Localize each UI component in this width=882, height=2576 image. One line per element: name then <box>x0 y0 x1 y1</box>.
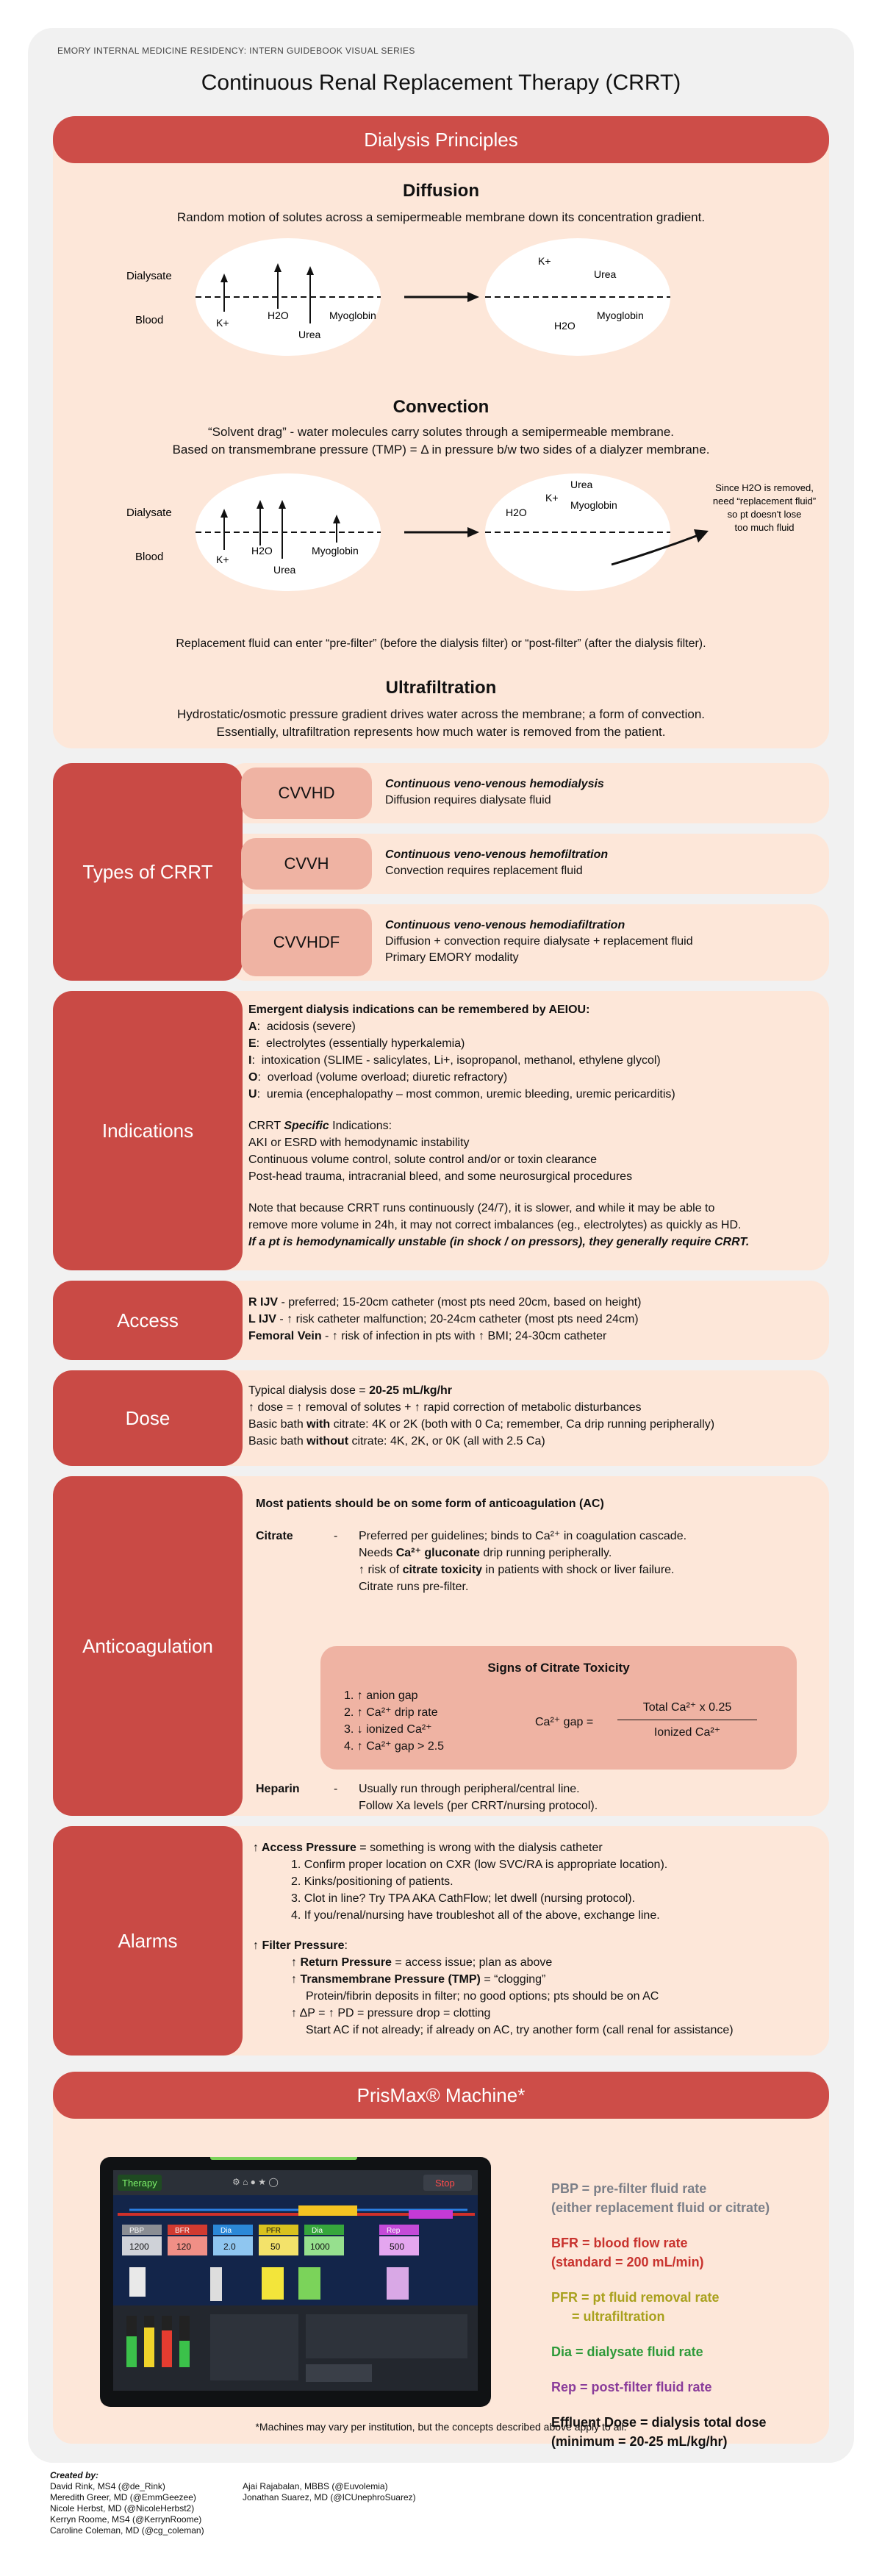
replacement-note-3: so pt doesn't lose <box>727 509 802 520</box>
credit-author: Kerryn Roome, MS4 (@KerrynRoome) <box>50 2514 202 2525</box>
credit-author: Caroline Coleman, MD (@cg_coleman) <box>50 2525 204 2536</box>
svg-text:K+: K+ <box>216 317 229 329</box>
credit-author: Meredith Greer, MD (@EmmGeezee) <box>50 2492 196 2502</box>
convection-heading: Convection <box>392 397 490 417</box>
access-femoral: Femoral Vein - ↑ risk of infection in pts with ↑ BMI; 24-30cm catheter <box>248 1330 607 1342</box>
citrate-toxicity-box <box>320 1646 797 1770</box>
cvvhd-box: CVVHD <box>241 768 372 819</box>
ultrafiltration-text-1: Hydrostatic/osmotic pressure gradient drives water across the membrane; a form of convection. <box>176 707 706 721</box>
aeiou-u: U: uremia (encephalopathy – most common, uremic bleeding, uremic pericarditis) <box>248 1088 675 1101</box>
guidebook-page <box>28 28 854 2463</box>
citrate-dash: - <box>334 1530 338 1542</box>
therapy-tab: Therapy <box>122 2178 157 2189</box>
svg-text:H2O: H2O <box>506 507 527 518</box>
svg-text:Myoglobin: Myoglobin <box>597 310 644 321</box>
ca-gap-lhs: Ca²⁺ gap = <box>535 1716 594 1728</box>
ca-gap-denominator: Ionized Ca²⁺ <box>653 1726 721 1739</box>
legend-pfr: PFR = pt fluid removal rate <box>551 2290 720 2305</box>
svg-text:Urea: Urea <box>594 268 617 280</box>
ultrafiltration-heading: Ultrafiltration <box>385 678 497 698</box>
dose-increase: ↑ dose = ↑ removal of solutes + ↑ rapid correction of metabolic disturbances <box>248 1401 642 1414</box>
cvvhdf-box: CVVHDF <box>241 909 372 976</box>
legend-bfr-detail: (standard = 200 mL/min) <box>551 2255 704 2269</box>
access-r-ijv: R IJV - preferred; 15-20cm catheter (most pts need 20cm, based on height) <box>248 1296 642 1309</box>
citrate-label: Citrate <box>256 1530 293 1542</box>
access-label: Access <box>53 1281 243 1360</box>
ca-gap-numerator: Total Ca²⁺ x 0.25 <box>642 1701 732 1714</box>
cvvh-desc: Convection requires replacement fluid <box>385 865 583 877</box>
anticoag-title: Most patients should be on some form of anticoagulation (AC) <box>256 1498 604 1510</box>
crrt-note-2: remove more volume in 24h, it may not correct imbalances (eg., electrolytes) as quickly as HD. <box>248 1219 742 1231</box>
heparin-dash: - <box>334 1783 338 1795</box>
credit-author: Ajai Rajabalan, MBBS (@Euvolemia) <box>243 2481 388 2491</box>
filter-pressure: ↑ Filter Pressure: <box>253 1939 348 1952</box>
prismax-machine-screen <box>100 2157 491 2407</box>
citrate-line-3: ↑ risk of citrate toxicity in patients with shock or liver failure. <box>359 1564 675 1576</box>
cvvh-name: Continuous veno-venous hemofiltration <box>385 848 609 861</box>
page-title: Continuous Renal Replacement Therapy (CRRT) <box>201 71 681 95</box>
pressure-drop-detail: Start AC if not already; if already on AC, try another form (call renal for assistance) <box>306 2024 734 2036</box>
access-step: 2. Kinks/positioning of patients. <box>291 1875 453 1888</box>
access-pressure: ↑ Access Pressure = something is wrong with the dialysis catheter <box>253 1842 603 1854</box>
aeiou-a: A: acidosis (severe) <box>248 1020 356 1033</box>
svg-text:Rep: Rep <box>387 2227 401 2235</box>
legend-dia: Dia = dialysate fluid rate <box>551 2344 703 2359</box>
toxicity-sign: 3. ↓ ionized Ca²⁺ <box>344 1723 432 1736</box>
tmp-pressure: ↑ Transmembrane Pressure (TMP) = “clogging” <box>291 1973 546 1986</box>
prismax-banner: PrisMax® Machine* <box>53 2072 829 2119</box>
cvvhdf-name: Continuous veno-venous hemodiafiltration <box>385 919 625 931</box>
svg-text:Dia: Dia <box>220 2227 232 2235</box>
toxicity-sign: 4. ↑ Ca²⁺ gap > 2.5 <box>344 1740 445 1753</box>
access-step: 4. If you/renal/nursing have troubleshot all of the above, exchange line. <box>291 1909 660 1922</box>
legend-effluent: Effluent Dose = dialysis total dose <box>551 2415 767 2430</box>
cvvhd-name: Continuous veno-venous hemodialysis <box>385 778 604 790</box>
blood-label: Blood <box>135 314 164 326</box>
replacement-note-2: need “replacement fluid” <box>712 495 817 507</box>
svg-text:50: 50 <box>270 2242 281 2252</box>
screen-top-glow <box>210 2157 357 2160</box>
replacement-note-1: Since H2O is removed, <box>715 482 814 493</box>
svg-text:Urea: Urea <box>570 479 593 490</box>
crrt-note-3: If a pt is hemodynamically unstable (in shock / on pressors), they generally require CRRT. <box>248 1236 750 1248</box>
aeiou-i: I: intoxication (SLIME - salicylates, Li+, isopropanol, methanol, ethylene glycol) <box>248 1054 661 1067</box>
convection-diagram <box>53 469 829 616</box>
convection-text-2: Based on transmembrane pressure (TMP) = Δ in pressure b/w two sides of a dialyzer membrane. <box>172 443 710 457</box>
heparin-line-1: Usually run through peripheral/central line. <box>359 1783 580 1795</box>
dialysate-label: Dialysate <box>126 270 172 282</box>
cvvhdf-extra: Primary EMORY modality <box>385 951 519 964</box>
cvvh-box: CVVH <box>241 838 372 890</box>
svg-text:1200: 1200 <box>129 2242 149 2252</box>
return-pressure: ↑ Return Pressure = access issue; plan as above <box>291 1956 553 1969</box>
specific-title: CRRT Specific Indications: <box>248 1120 392 1132</box>
tmp-detail: Protein/fibrin deposits in filter; no good options; pts should be on AC <box>306 1990 659 2003</box>
svg-text:K+: K+ <box>545 492 559 504</box>
stop-button: Stop <box>435 2178 455 2189</box>
svg-text:H2O: H2O <box>251 545 273 557</box>
aeiou-o: O: overload (volume overload; diuretic refractory) <box>248 1071 508 1084</box>
access-step: 1. Confirm proper location on CXR (low SVC/RA is appropriate location). <box>291 1858 668 1871</box>
specific-item: AKI or ESRD with hemodynamic instability <box>248 1137 470 1149</box>
dose-typical: Typical dialysis dose = 20-25 mL/kg/hr <box>248 1384 453 1397</box>
svg-text:BFR: BFR <box>175 2227 190 2235</box>
diffusion-text: Random motion of solutes across a semipermeable membrane down its concentration gradient. <box>176 210 706 224</box>
credit-author: Jonathan Suarez, MD (@ICUnephroSuarez) <box>243 2492 416 2502</box>
svg-text:H2O: H2O <box>554 320 576 332</box>
types-label: Types of CRRT <box>53 763 243 981</box>
credit-author: David Rink, MS4 (@de_Rink) <box>50 2481 165 2491</box>
svg-text:H2O: H2O <box>268 310 289 321</box>
citrate-line-4: Citrate runs pre-filter. <box>359 1581 469 1593</box>
dose-bath-without: Basic bath without citrate: 4K, 2K, or 0K (all with 2.5 Ca) <box>248 1435 545 1448</box>
svg-text:Myoglobin: Myoglobin <box>312 545 359 557</box>
svg-text:K+: K+ <box>538 255 551 267</box>
aeiou-title: Emergent dialysis indications can be remembered by AEIOU: <box>248 1003 590 1016</box>
toxicity-sign: 1. ↑ anion gap <box>344 1689 418 1702</box>
legend-bfr: BFR = blood flow rate <box>551 2236 688 2250</box>
citrate-line-1: Preferred per guidelines; binds to Ca²⁺ in coagulation cascade. <box>359 1530 687 1542</box>
crrt-note-1: Note that because CRRT runs continuously (24/7), it is slower, and while it may be able to <box>248 1202 715 1214</box>
legend-effluent-detail: (minimum = 20-25 mL/kg/hr) <box>551 2434 728 2449</box>
legend-rep: Rep = post-filter fluid rate <box>551 2380 712 2394</box>
svg-text:Myoglobin: Myoglobin <box>570 499 617 511</box>
heparin-line-2: Follow Xa levels (per CRRT/nursing protocol). <box>359 1800 598 1812</box>
credits-title: Created by: <box>50 2470 99 2480</box>
cvvhd-desc: Diffusion requires dialysate fluid <box>385 794 551 806</box>
specific-item: Continuous volume control, solute control and/or or toxin clearance <box>248 1153 598 1166</box>
replacement-note-4: too much fluid <box>734 522 795 533</box>
legend-pbp: PBP = pre-filter fluid rate <box>551 2181 707 2196</box>
svg-text:PFR: PFR <box>266 2227 281 2235</box>
credit-author: Nicole Herbst, MD (@NicoleHerbst2) <box>50 2503 195 2514</box>
ultrafiltration-text-2: Essentially, ultrafiltration represents how much water is removed from the patient. <box>216 725 666 739</box>
svg-text:Urea: Urea <box>273 564 296 576</box>
replacement-fluid-text: Replacement fluid can enter “pre-filter” (before the dialysis filter) or “post-filter” (after the dialysis filter). <box>176 637 706 650</box>
toxicity-title: Signs of Citrate Toxicity <box>487 1661 630 1675</box>
svg-text:1000: 1000 <box>310 2242 330 2252</box>
diffusion-heading: Diffusion <box>403 181 479 201</box>
svg-text:K+: K+ <box>216 554 229 565</box>
svg-text:2.0: 2.0 <box>223 2242 236 2252</box>
legend-pfr-detail: = ultrafiltration <box>572 2309 665 2324</box>
prismax-footnote: *Machines may vary per institution, but the concepts described above apply to all. <box>255 2421 627 2433</box>
access-l-ijv: L IJV - ↑ risk catheter malfunction; 20-24cm catheter (most pts need 24cm) <box>248 1313 639 1325</box>
screen-header <box>113 2170 478 2195</box>
indications-label: Indications <box>53 991 243 1270</box>
svg-text:PBP: PBP <box>129 2227 145 2235</box>
svg-text:Blood: Blood <box>135 551 164 563</box>
specific-item: Post-head trauma, intracranial bleed, and some neurosurgical procedures <box>248 1170 633 1183</box>
access-step: 3. Clot in line? Try TPA AKA CathFlow; let dwell (nursing protocol). <box>291 1892 636 1905</box>
toxicity-sign: 2. ↑ Ca²⁺ drip rate <box>344 1706 438 1719</box>
convection-text-1: “Solvent drag” - water molecules carry solutes through a semipermeable membrane. <box>208 425 674 439</box>
anticoag-label: Anticoagulation <box>53 1476 243 1816</box>
svg-text:120: 120 <box>176 2242 192 2252</box>
svg-text:500: 500 <box>390 2242 405 2252</box>
dose-bath-with: Basic bath with citrate: 4K or 2K (both with 0 Ca; remember, Ca drip running peripherally) <box>248 1418 715 1431</box>
svg-text:⚙ ⌂ ● ★ ◯: ⚙ ⌂ ● ★ ◯ <box>232 2177 279 2187</box>
principles-banner: Dialysis Principles <box>53 116 829 163</box>
series-label: EMORY INTERNAL MEDICINE RESIDENCY: INTERN GUIDEBOOK VISUAL SERIES <box>57 46 415 56</box>
heparin-label: Heparin <box>256 1783 300 1795</box>
diffusion-diagram <box>53 235 829 382</box>
legend-pbp-detail: (either replacement fluid or citrate) <box>551 2200 770 2215</box>
svg-text:Urea: Urea <box>298 329 321 340</box>
principles-panel <box>53 126 829 748</box>
cvvhdf-desc: Diffusion + convection require dialysate + replacement fluid <box>385 935 693 948</box>
svg-text:Myoglobin: Myoglobin <box>329 310 376 321</box>
svg-text:Dia: Dia <box>312 2227 323 2235</box>
aeiou-e: E: electrolytes (essentially hyperkalemia) <box>248 1037 465 1050</box>
citrate-line-2: Needs Ca²⁺ gluconate drip running peripherally. <box>359 1547 612 1559</box>
dose-label: Dose <box>53 1370 243 1466</box>
svg-text:Dialysate: Dialysate <box>126 507 172 519</box>
pressure-drop: ↑ ΔP = ↑ PD = pressure drop = clotting <box>291 2007 491 2019</box>
alarms-label: Alarms <box>53 1826 243 2056</box>
